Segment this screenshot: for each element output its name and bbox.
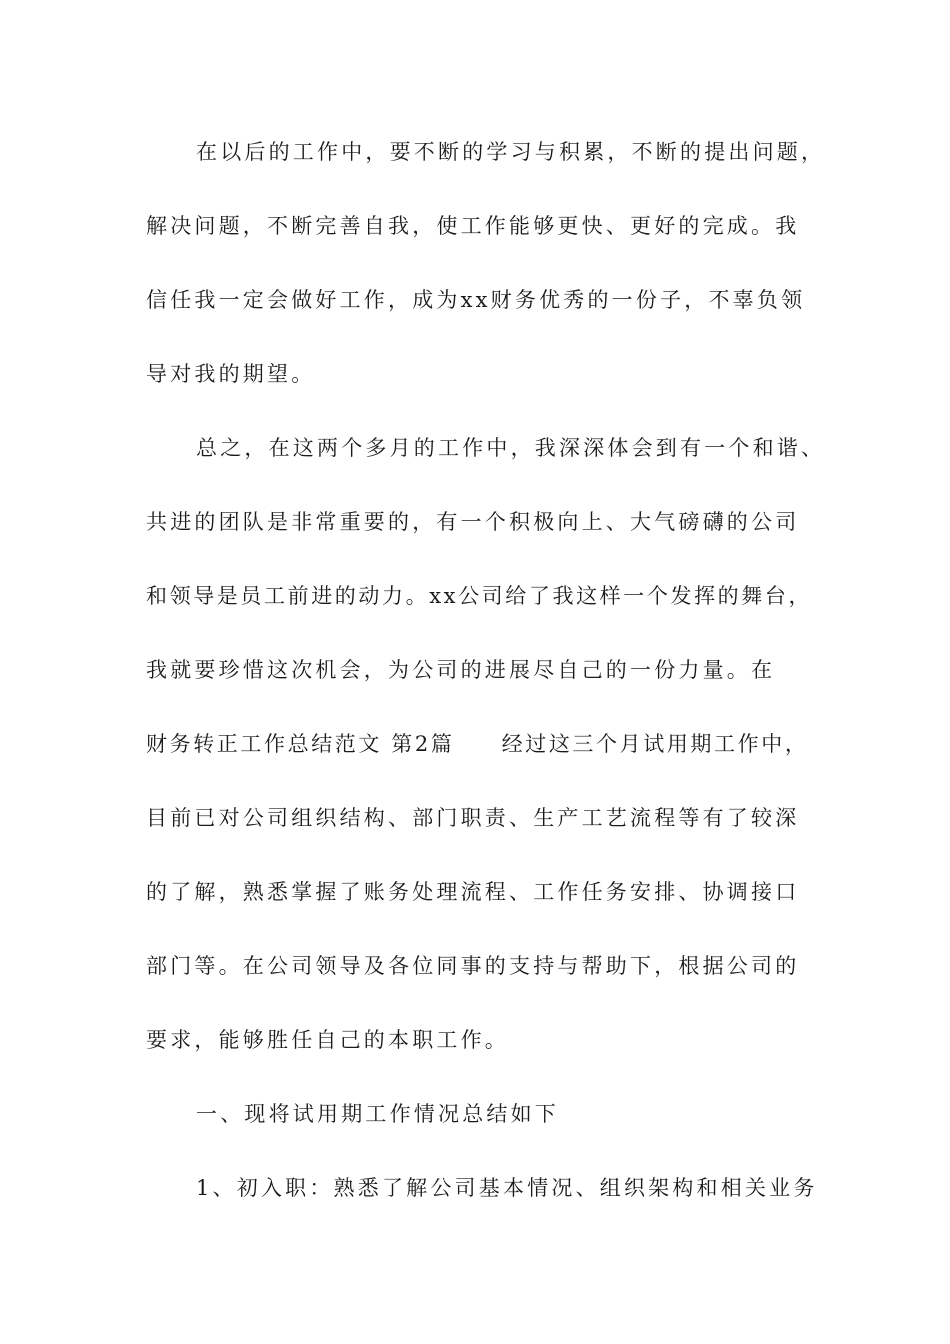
paragraph-line: 信任我一定会做好工作，成为xx财务优秀的一份子，不辜负领 bbox=[146, 288, 806, 312]
paragraph-line: 共进的团队是非常重要的，有一个积极向上、大气磅礴的公司 bbox=[146, 510, 800, 534]
paragraph-line: 目前已对公司组织结构、部门职责、生产工艺流程等有了较深 bbox=[146, 806, 800, 830]
paragraph-line: 在以后的工作中，要不断的学习与积累，不断的提出问题， bbox=[196, 140, 826, 164]
paragraph-line: 部门等。在公司领导及各位同事的支持与帮助下，根据公司的 bbox=[146, 954, 800, 978]
paragraph-line: 总之，在这两个多月的工作中，我深深体会到有一个和谐、 bbox=[196, 436, 826, 460]
paragraph-line: 的了解，熟悉掌握了账务处理流程、工作任务安排、协调接口 bbox=[146, 880, 800, 904]
paragraph-line: 导对我的期望。 bbox=[146, 362, 316, 386]
paragraph-line: 解决问题，不断完善自我，使工作能够更快、更好的完成。我 bbox=[146, 214, 800, 238]
paragraph-line: 我就要珍惜这次机会，为公司的进展尽自己的一份力量。在 bbox=[146, 658, 776, 682]
paragraph-line: 和领导是员工前进的动力。xx公司给了我这样一个发挥的舞台， bbox=[146, 584, 813, 608]
paragraph-line: 要求，能够胜任自己的本职工作。 bbox=[146, 1028, 509, 1052]
list-heading: 一、现将试用期工作情况总结如下 bbox=[196, 1102, 559, 1126]
list-item: 1、初入职：熟悉了解公司基本情况、组织架构和相关业务 bbox=[196, 1176, 818, 1200]
section-heading-line: 财务转正工作总结范文 第2篇 经过这三个月试用期工作中， bbox=[146, 732, 809, 756]
